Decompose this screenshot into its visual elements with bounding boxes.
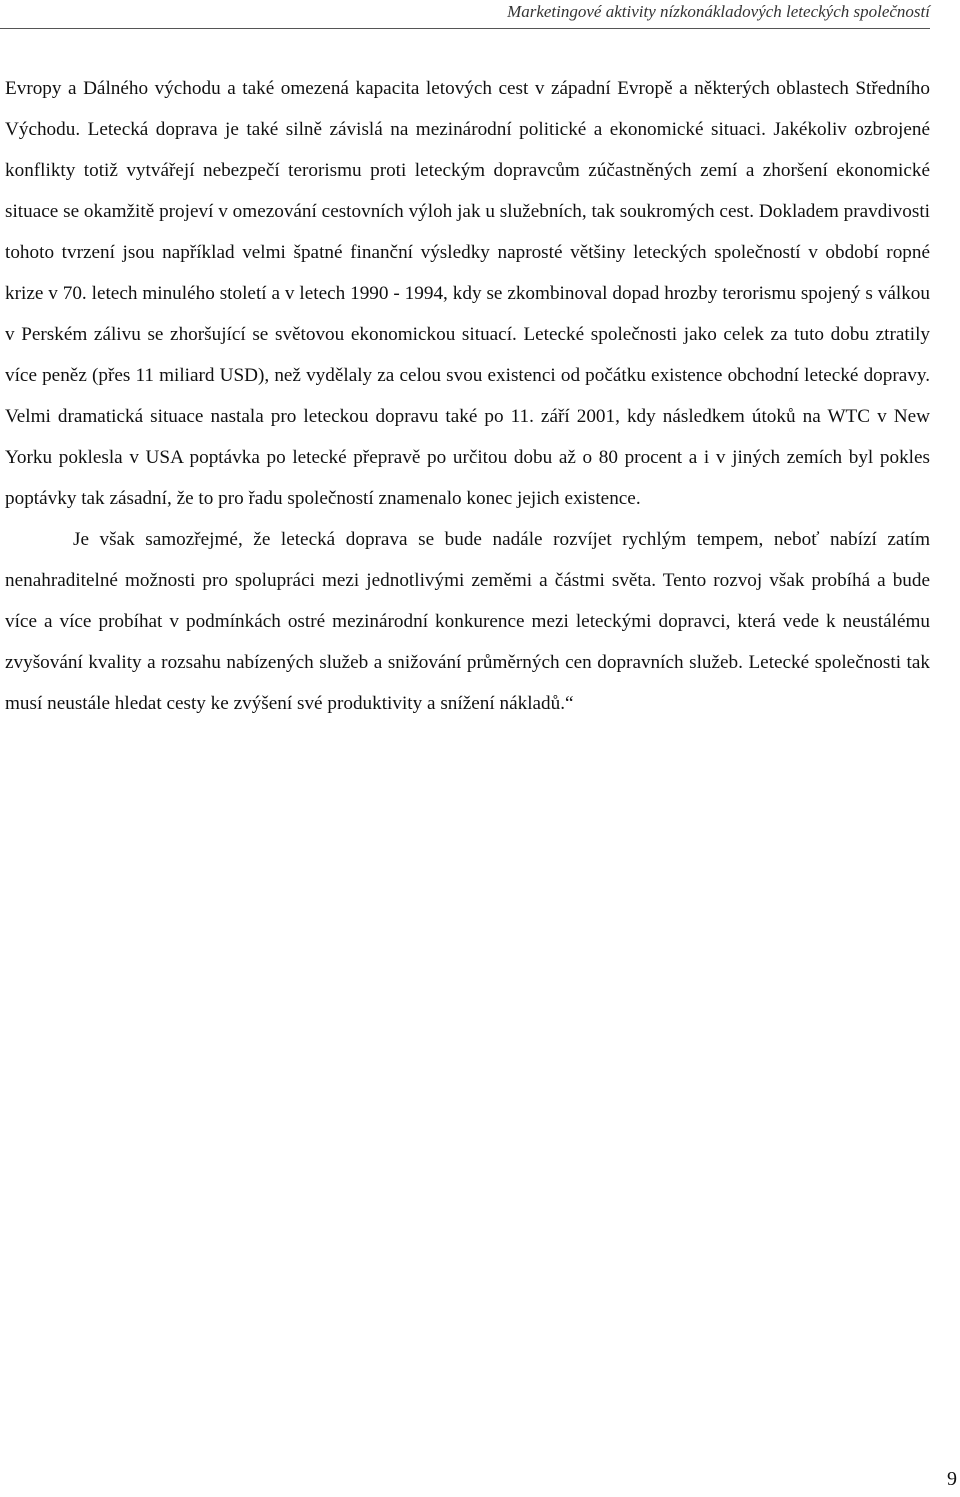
document-body xyxy=(5,68,930,724)
paragraph: Je však samozřejmé, že letecká doprava se bude nadále rozvíjet rychlým tempem, neboť nabízí zatím nenahraditelné možnosti pro spolupráci mezi jednotlivými zeměmi a částmi světa. Tento rozvoj však probíhá a bude více a více probíhat v podmínkách ostré mezinárodní konkurence mezi leteckými dopravci, která vede k neustálému zvyšování kvality a rozsahu nabízených služeb a snižování průměrných cen dopravních služeb. Letecké společnosti tak musí neustále hledat cesty ke zvýšení své produktivity a snížení nákladů.“ xyxy=(5,529,930,714)
page-number: 9 xyxy=(947,1468,957,1490)
running-title: Marketingové aktivity nízkonákladových leteckých společností xyxy=(507,2,930,21)
page-header xyxy=(0,0,930,29)
paragraph: Evropy a Dálného východu a také omezená kapacita letových cest v západní Evropě a některých oblastech Středního Východu. Letecká doprava je také silně závislá na mezinárodní politické a ekonomické situaci. Jakékoliv ozbrojené konflikty totiž vytvářejí nebezpečí terorismu proti leteckým dopravcům zúčastněných zemí a zhoršení ekonomické situace se okamžitě projeví v omezování cestovních výloh jak u služebních, tak soukromých cest. Dokladem pravdivosti tohoto tvrzení jsou například velmi špatné finanční výsledky naprosté většiny leteckých společností v období ropné krize v 70. letech minulého století a v letech 1990 - 1994, kdy se zkombinoval dopad hrozby terorismu spojený s válkou v Perském zálivu se zhoršující se světovou ekonomickou situací. Letecké společnosti jako celek za tuto dobu ztratily více peněz (přes 11 miliard USD), než vydělaly za celou svou existenci od počátku existence obchodní letecké dopravy. Velmi dramatická situace nastala pro leteckou dopravu také po 11. září 2001, kdy následkem útoků na WTC v New Yorku poklesla v USA poptávka po letecké přepravě po určitou dobu až o 80 procent a i v jiných zemích byl pokles poptávky tak zásadní, že to pro řadu společností znamenalo konec jejich existence. xyxy=(5,78,930,509)
